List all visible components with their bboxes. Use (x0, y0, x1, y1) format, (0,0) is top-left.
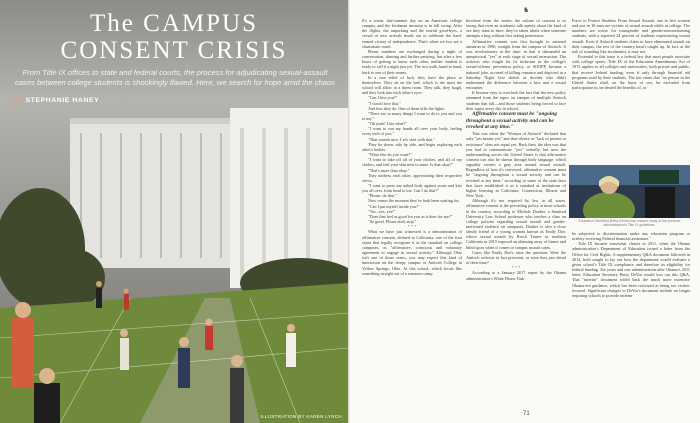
paragraph: Title IX became somewhat clearer in 2011, when the Obama administration's Department of Education issued a letter from the Office for Civil Rights. A supplementary Q&A document followed in 2014, both sought to lay out how the department would evaluate a given school's Title IX compliance and therefore its eligibility for federal funding. Six years and one administration after Obama's 2011 letter, Education Secretary Betsy DeVos would toss out this Q&A. That "interim" document rolled back the much more extensive Obama-era guidance, which has been criticized as being too victim-focused. Significant changes to DeVos's document include no longer requiring schools to provide interim (572, 241, 690, 298)
article-title (0, 10, 348, 64)
section-separator: * * * (511, 265, 521, 271)
byline (14, 97, 99, 104)
pull-quote: Affirmative consent must be "ongoing throughout a sexual activity and can be revoked at any time." (466, 110, 557, 131)
paragraph: That was when the "Womyn of Antioch" declared that only "yes means yes" and that silence or "lack of protest or resistance" does not equal yes. Back then, the idea was that you had to communicate "yes" verbally, but now the understanding across the United States is that affirmative consent can also be shown through body language, which arguably creates a gray area around sexual assault. Regardless of how it's conveyed, affirmative consent must be "ongoing throughout a sexual activity and can be revoked at any time," according to some of the state laws that have established it as a standard at institutions of higher learning in California, Connecticut, Illinois and New York. (466, 131, 566, 199)
paragraph: It became easy to overlook the fact that the new policy stemmed from the rapes on campus of multiple Antioch students that fall—and those students being forced to face their rapist every day in school. (466, 90, 566, 111)
dialogue-line: "Can I kiss you?" (368, 95, 398, 101)
paragraph: Affirmative consent was first brought to national attention in 1990, straight from the campus of Antioch. It was revolutionary at the time: in that it demanded an unequivocal "yes" at each stage of sexual interaction. The activists who fought for its inclusion in the college's sexual-offense prevention policy, or SOOPP, became a national joke, accused of killing romance and depicted in a Saturday Night Live sketch as dweebs who didn't understand the difference between a kiss and a sexual encounter. (466, 38, 566, 91)
page-number: 71 (523, 411, 530, 417)
title-line-1: The CAMPUS (90, 10, 258, 37)
author-name: STEPHANIE HANEY (25, 97, 100, 104)
dialogue-line: "Can I put myself inside you?" (368, 203, 420, 209)
paragraph: Force to Protect Students From Sexual Assault, one in five women and one in 16 men are victims of sexual assault while in college. The numbers are worse for transgender and gender-nonconforming students, with a reported 24 percent of students experiencing sexual assault. Even if Antioch students claim to have eliminated assault on their campus, the rest of the country hasn't caught up. In fact, at the risk of sounding like an alarmist, it may not. (572, 18, 690, 54)
dialogue-line: "Does that feel as good for you as it does for me?" (368, 213, 453, 219)
section-separator: * * * (407, 224, 417, 230)
illustration-credit: ILLUSTRATION BY KAREN LYNCH (260, 414, 342, 419)
dialogue-line: "I want to take off all of your clothes, and all of my clothes, and feel your skin next to mine. Is that okay?" (362, 157, 462, 168)
dialogue-line: "I want to run my hands all over your body, feeling every inch of you." (362, 126, 462, 137)
campus-collage-art (0, 108, 348, 423)
photo-caption: Education Secretary Betsy DeVos has undone many of the previous administration's Title IX guidelines. (578, 219, 681, 227)
paragraph: In a rare relief of luck, they have the place to themselves. They sit on the bed, which is the most the school will allow in a dorm room. They talk, they laugh, and they look into each other's eyes. (362, 74, 462, 96)
title-line-2: CONSENT CRISIS (60, 37, 288, 64)
dialogue-line: "I want to press my naked body against yours and kiss you all over, from head to toe. Can I do that?" (362, 183, 462, 194)
paragraph: brochure from the sixties, the culture of consent is so strong that even an academic talk openly about the kind of sex they want to have, they've taken ideals when someone attempts a hug without first asking permission. (466, 18, 566, 39)
dialogue-line: "I would love that." (368, 100, 401, 106)
dialogue-line: "Please, do that." (368, 193, 397, 199)
paragraph: be subjected to discrimination under any education program or activity receiving Federal financial assistance." (572, 231, 690, 242)
dialogue-line: Now comes the moment they've both been waiting for. (368, 198, 460, 204)
paragraph: Although it's not required by law in all states, affirmative consent is the prevailing policy at most schools in the country, according to Michele Dauber, a Stanford University Law School professor who teaches a class on college policies regarding sexual assault and gender-motivated violence on campuses. Dauber is also a close family friend of a young woman known as Emily Doe, whose sexual assault by Brock Turner in northern California in 2015 exposed an alarming array of biases and blind spots when it comes to campus assault cases. (466, 198, 566, 250)
paragraph: It's a warm, late-summer day on an American college campus, and the freshman invasion is in full swing. After the flights, the unpacking and the tearful good-byes, a crowd of new arrivals heads out to celebrate the hard-earned victory of independence. That's when we two are a charismatic meet. (362, 18, 462, 49)
text-column-3-bottom (572, 231, 690, 298)
paragraph: Essential to this issue is a federal law that most people associate with college sports. Title IX of the Education Amendments Act of 1972 applies to all colleges and universities, both private and public, that receive federal funding, even if only through financial aid programs used by their students. The law states that "no person in the United States shall, on the basis of sex, be excluded from participation in, be denied the benefits of, or (572, 54, 690, 91)
paragraph: Cases like Emily Doe's raise the question: Were the Antioch activists in fact prescient, or were they just ahead of their time? (466, 249, 566, 266)
article-deck: From Title IX offices to state and federal courts, the process for adjudicating sexual-assault cases between college students is shockingly flawed. Here, we search for hope amid the chaos (15, 68, 335, 87)
page-gutter (348, 0, 350, 423)
dialogue-line: "There are so many things I want to do to you and you to me." (362, 110, 462, 121)
dialogue-line: "That sounds nice. Let's start with that." (368, 136, 435, 142)
dialogue-line: They undress each other, appreciating their respective views. (362, 172, 462, 183)
paragraph: What we have just witnessed is a demonstration of affirmative consent, defined in California, one of the four states that legally recognize it as the standard on college campuses, as "affirmative, conscious and voluntary agreement to engage in sexual activity." Although Ohio isn't one of those states, you may expect this kind of interaction on the sleepy campus of Antioch College in Yellow Springs, Ohio. At this school, which locals like something straight out of a romance camp (362, 229, 462, 276)
paragraph: Phone numbers are exchanged during a night of conversation, dancing and further partying, but after a few hours of getting to know each other, neither student is ready to call it a night just yet. The two walk, hand in hand, back to one of their rooms. (362, 48, 462, 75)
dialogue-line: "That's more than okay." (368, 167, 410, 173)
dialogue-line: "So good. Please don't stop." (368, 219, 417, 225)
text-column-2 (466, 18, 566, 281)
dialogue-line: "Yes...yes, yes!" (368, 208, 396, 214)
paragraph: According to a January 2017 report by the Obama administration's White House Task (466, 270, 566, 281)
dialogue-line: And kiss they do. One of them kills the lights. (368, 105, 446, 111)
dialogue-line: "Oh yeah? Like what?" (368, 121, 408, 127)
text-column-3-top (572, 18, 690, 90)
dialogue-line: "What else do you want?" (368, 152, 412, 158)
byline-prefix: by (14, 97, 24, 104)
text-column-1 (362, 18, 462, 276)
magazine-logo-icon: ♞ (523, 6, 530, 14)
dialogue-line: They lie down, side by side, and begin exploring each other's bodies. (362, 141, 462, 152)
devos-photo (569, 165, 690, 218)
left-page-illustration (0, 0, 348, 423)
